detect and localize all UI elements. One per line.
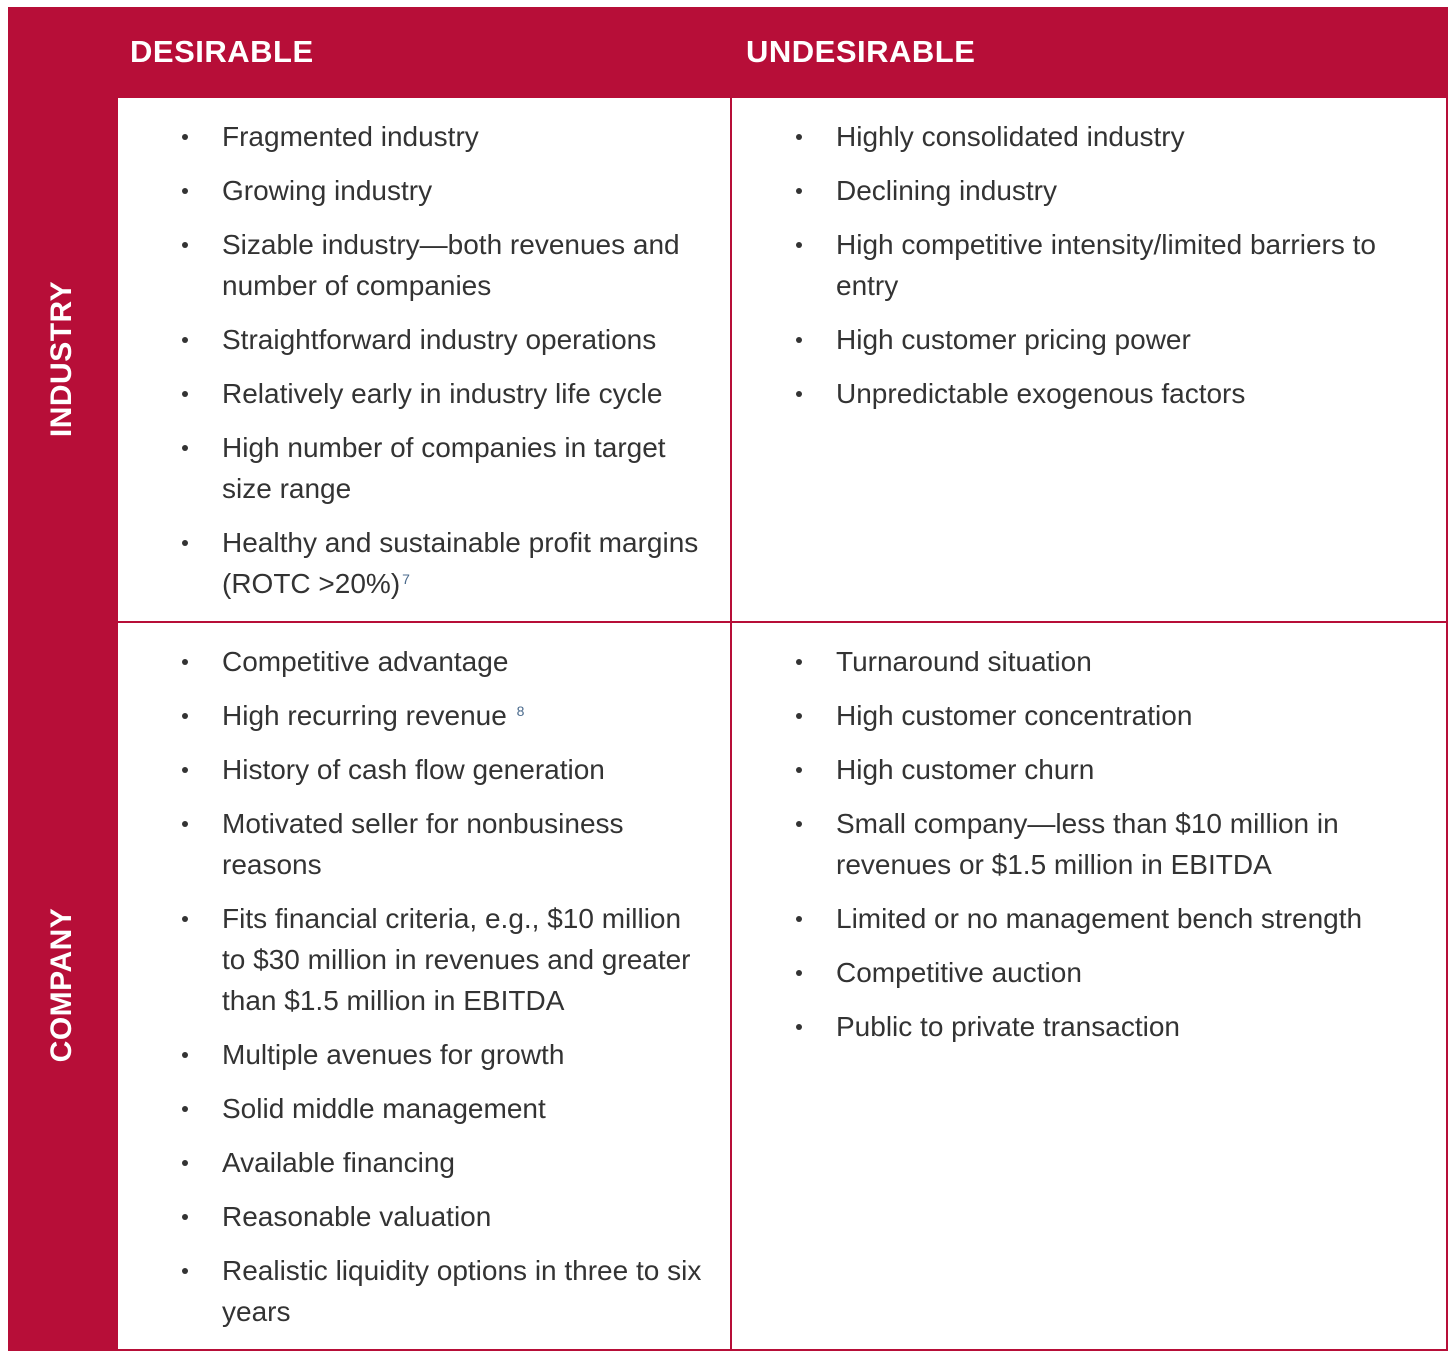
list-item	[182, 224, 712, 306]
row-header-industry: INDUSTRY	[45, 280, 78, 438]
list-item	[796, 319, 1436, 360]
list-item	[796, 803, 1436, 885]
bullet-icon	[796, 337, 802, 343]
list-item-text: Relatively early in industry life cycle	[222, 378, 663, 409]
list-item-text: Limited or no management bench strength	[836, 903, 1363, 934]
bullet-icon	[182, 188, 188, 194]
list-item-text: High competitive intensity/limited barriers to entry	[836, 229, 1376, 301]
footnote-ref: 8	[516, 703, 525, 719]
list-item-text: High customer concentration	[836, 700, 1193, 731]
bullet-icon	[796, 242, 802, 248]
bullet-icon	[796, 1024, 802, 1030]
list-item-text: History of cash flow generation	[222, 754, 605, 785]
bullet-icon	[182, 134, 188, 140]
list-item	[182, 522, 712, 604]
list-item-text: Fragmented industry	[222, 121, 479, 152]
bullet-list	[182, 116, 712, 617]
bullet-icon	[182, 767, 188, 773]
list-item	[182, 1250, 712, 1332]
bullet-icon	[182, 821, 188, 827]
column-header-desirable: DESIRABLE	[130, 34, 314, 69]
list-item-text: Solid middle management	[222, 1093, 546, 1124]
bullet-icon	[182, 391, 188, 397]
list-item	[182, 1142, 712, 1183]
bullet-icon	[796, 659, 802, 665]
list-item	[182, 373, 712, 414]
list-item	[182, 427, 712, 509]
bullet-icon	[182, 659, 188, 665]
cell-company-undesirable	[732, 623, 1446, 1349]
list-item-text: High recurring revenue	[222, 700, 515, 731]
bullet-icon	[182, 1214, 188, 1220]
list-item	[796, 749, 1436, 790]
list-item-text: Small company—less than $10 million in revenues or $1.5 million in EBITDA	[836, 808, 1339, 880]
list-item-text: High customer pricing power	[836, 324, 1191, 355]
bullet-icon	[796, 767, 802, 773]
list-item	[796, 373, 1436, 414]
bullet-icon	[796, 970, 802, 976]
list-item	[182, 695, 712, 736]
list-item	[796, 641, 1436, 682]
footnote-ref: 7	[402, 571, 410, 587]
list-item	[796, 695, 1436, 736]
list-item	[182, 749, 712, 790]
bullet-icon	[182, 445, 188, 451]
bullet-icon	[796, 821, 802, 827]
list-item-text: Growing industry	[222, 175, 433, 206]
list-item-text: Turnaround situation	[836, 646, 1092, 677]
bullet-icon	[796, 188, 802, 194]
list-item	[182, 803, 712, 885]
list-item-text: Available financing	[222, 1147, 455, 1178]
bullet-list	[182, 641, 712, 1345]
list-item	[796, 898, 1436, 939]
cell-industry-undesirable	[732, 98, 1446, 621]
list-item	[182, 1196, 712, 1237]
row-header-company: COMPANY	[45, 907, 78, 1063]
list-item-text: Declining industry	[836, 175, 1057, 206]
cell-company-desirable	[118, 623, 730, 1349]
column-header-undesirable: UNDESIRABLE	[746, 34, 976, 69]
list-item-text: Straightforward industry operations	[222, 324, 657, 355]
bullet-icon	[182, 540, 188, 546]
list-item	[182, 1088, 712, 1129]
bullet-list	[796, 641, 1436, 1060]
list-item	[182, 116, 712, 157]
list-item	[796, 952, 1436, 993]
bullet-list	[796, 116, 1436, 427]
bullet-icon	[182, 1052, 188, 1058]
list-item-text: High customer churn	[836, 754, 1095, 785]
list-item-text: High number of companies in target size range	[222, 432, 666, 504]
bullet-icon	[182, 713, 188, 719]
list-item	[796, 116, 1436, 157]
bullet-icon	[182, 1268, 188, 1274]
list-item-text: Fits financial criteria, e.g., $10 million to $30 million in revenues and greater than $1.5 million in EBITDA	[222, 903, 691, 1016]
cell-industry-desirable	[118, 98, 730, 621]
bullet-icon	[182, 337, 188, 343]
list-item-text: Unpredictable exogenous factors	[836, 378, 1246, 409]
list-item-text: Motivated seller for nonbusiness reasons	[222, 808, 624, 880]
bullet-icon	[182, 1160, 188, 1166]
list-item-text: Highly consolidated industry	[836, 121, 1185, 152]
bullet-icon	[182, 916, 188, 922]
list-item-text: Reasonable valuation	[222, 1201, 492, 1232]
list-item-text: Healthy and sustainable profit margins (ROTC >20%)	[222, 527, 699, 599]
list-item	[182, 898, 712, 1021]
bullet-icon	[796, 713, 802, 719]
list-item-text: Multiple avenues for growth	[222, 1039, 565, 1070]
bullet-icon	[182, 242, 188, 248]
list-item	[182, 641, 712, 682]
list-item-text: Competitive advantage	[222, 646, 509, 677]
list-item	[182, 319, 712, 360]
list-item-text: Sizable industry—both revenues and number of companies	[222, 229, 680, 301]
list-item	[796, 224, 1436, 306]
bullet-icon	[796, 916, 802, 922]
bullet-icon	[182, 1106, 188, 1112]
list-item	[182, 170, 712, 211]
list-item-text: Realistic liquidity options in three to six years	[222, 1255, 702, 1327]
list-item-text: Competitive auction	[836, 957, 1082, 988]
list-item	[796, 1006, 1436, 1047]
list-item	[796, 170, 1436, 211]
list-item-text: Public to private transaction	[836, 1011, 1180, 1042]
bullet-icon	[796, 134, 802, 140]
list-item	[182, 1034, 712, 1075]
bullet-icon	[796, 391, 802, 397]
